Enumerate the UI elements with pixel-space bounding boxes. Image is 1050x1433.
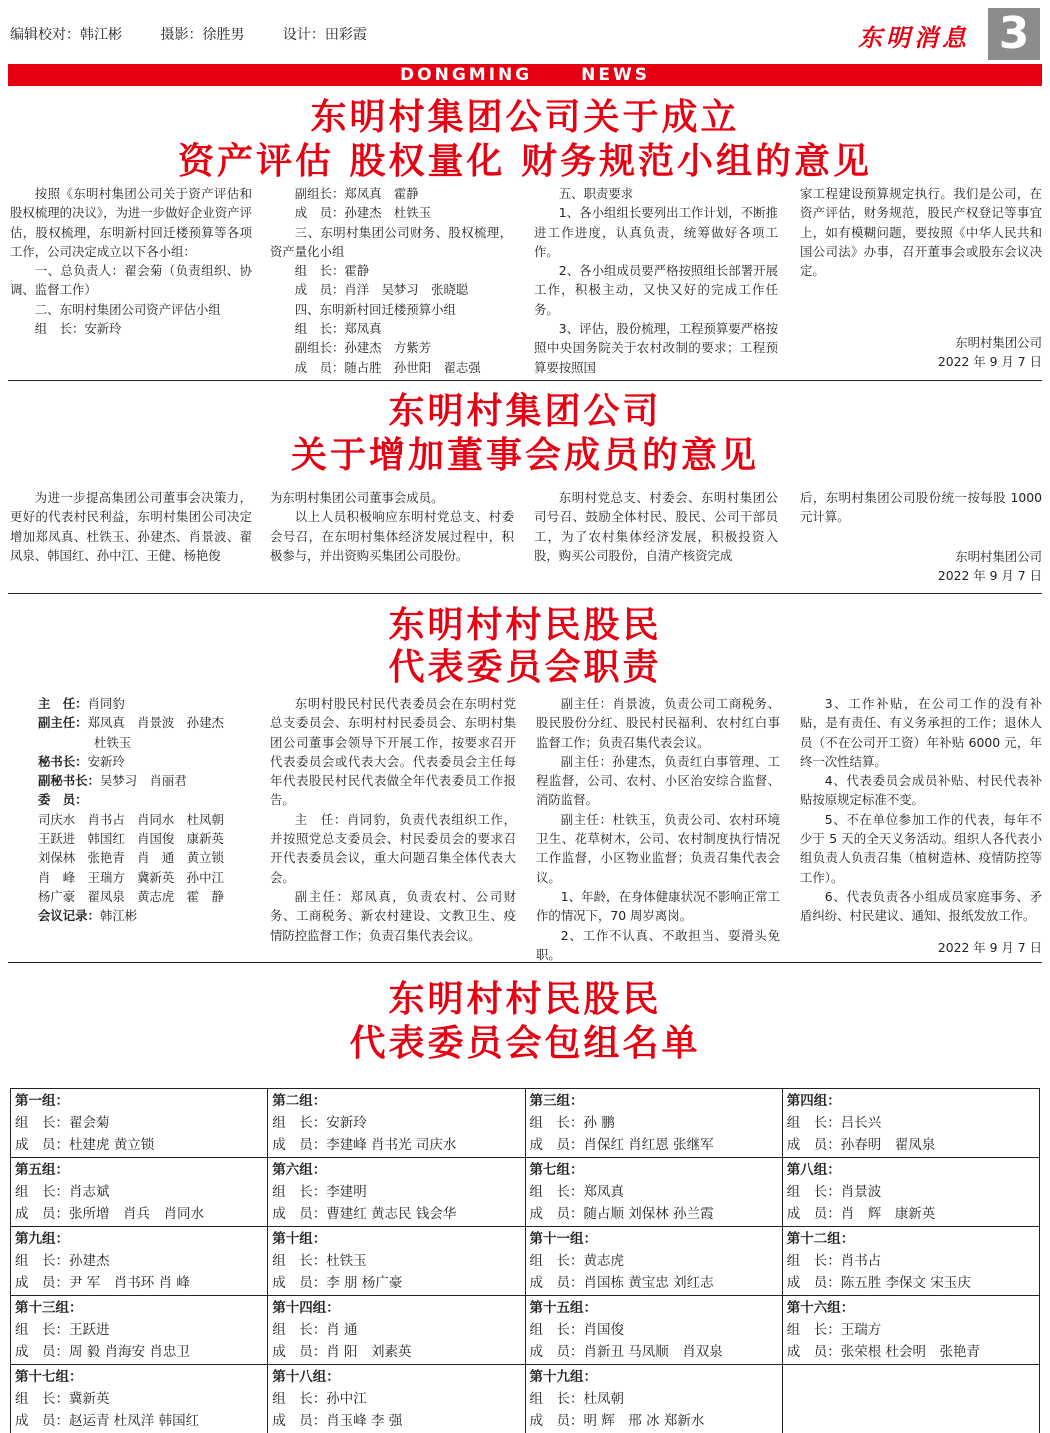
article2-title-line2: 关于增加董事会成员的意见	[290, 435, 759, 476]
member-label: 成 员：	[272, 1413, 327, 1429]
vice-chair-names: 郑凤真 肖景波 孙建杰	[87, 715, 224, 731]
group-leader: 李建明	[326, 1184, 367, 1200]
group-name: 第十八组：	[272, 1369, 340, 1385]
leader-label: 组 长：	[786, 1253, 841, 1269]
group-name: 第八组：	[786, 1162, 841, 1178]
group-cell	[525, 1365, 782, 1433]
leader-label: 组 长：	[272, 1322, 327, 1338]
article3-title-line1: 东明村村民股民	[388, 605, 662, 646]
paragraph: 副主任：肖景波，负责公司工商税务、股民股份分红、股民村民福利、农村红白事监督工作；负责召集代表会议。	[536, 696, 780, 750]
paragraph: 三、东明村集团公司财务、股权梳理，资产量化小组	[270, 224, 512, 259]
group-members: 周 毅 肖海安 肖忠卫	[69, 1344, 190, 1360]
group-leader: 杜铁玉	[326, 1253, 367, 1269]
group-members-line	[787, 1341, 1035, 1363]
group-leader: 王跃进	[69, 1322, 110, 1338]
group-leader-line	[530, 1388, 778, 1410]
group-leader-line	[15, 1319, 263, 1341]
signature: 东明村集团公司	[955, 335, 1042, 350]
vice-chair-label: 副主任：	[38, 715, 88, 731]
group-members: 肖玉峰 李 强	[326, 1413, 403, 1429]
signature: 东明村集团公司	[955, 549, 1042, 564]
editor-credit: 编辑校对：韩江彬	[10, 27, 122, 43]
member-label: 成 员：	[786, 1275, 841, 1291]
credits-line	[10, 24, 401, 44]
group-roster-table	[10, 1088, 1040, 1433]
article2-signature-block	[800, 547, 1042, 586]
member-label: 成 员：	[786, 1344, 841, 1360]
group-cell	[268, 1296, 525, 1365]
member-label: 成 员：	[529, 1413, 584, 1429]
article3-title-line2: 代表委员会职责	[388, 647, 662, 688]
article3-column-3	[536, 694, 780, 964]
group-leader: 王瑞方	[840, 1322, 882, 1338]
group-leader-line	[272, 1181, 520, 1203]
group-leader: 肖书占	[840, 1253, 882, 1269]
group-leader-line	[530, 1181, 778, 1203]
group-members: 杜建虎 黄立锁	[69, 1137, 155, 1153]
group-leader: 冀新英	[69, 1391, 110, 1407]
brand-title: 东明消息	[858, 23, 970, 52]
paragraph: 后，东明村集团公司股份统一按每股 1000 元计算。	[800, 490, 1042, 525]
member-row: 司庆水 肖书占 肖同水 杜凤朝	[38, 811, 224, 827]
member-label: 成 员：	[272, 1344, 327, 1360]
group-members-line	[787, 1203, 1035, 1225]
paragraph: 东明村股民村民代表委员会在东明村党总支委员会、东明村村民委员会、东明村集团公司董事会领导下开展工作，按要求召开代表委员会或代表大会。代表委员会主任每年代表股民村民代表做全年代表委员工作报告。	[270, 696, 516, 808]
group-cell	[268, 1227, 525, 1296]
group-leader-line	[15, 1181, 263, 1203]
chair-name: 肖同豹	[87, 696, 125, 711]
paragraph: 组 长：郑凤真	[294, 321, 382, 337]
group-members-line	[272, 1410, 520, 1432]
leader-label: 组 长：	[15, 1184, 69, 1200]
page-number: 3	[988, 8, 1040, 60]
group-leader: 肖 通	[326, 1322, 358, 1338]
member-label: 成 员：	[15, 1275, 69, 1291]
group-name: 第六组：	[272, 1162, 327, 1178]
article4-title-line2: 代表委员会包组名单	[349, 1023, 701, 1064]
article1-column-3	[534, 184, 778, 377]
group-cell	[782, 1296, 1039, 1365]
group-leader: 孙中江	[326, 1391, 367, 1407]
member-label: 成 员：	[272, 1275, 327, 1291]
group-name: 第十七组：	[15, 1369, 83, 1385]
group-members-line	[787, 1134, 1035, 1156]
group-leader-line	[272, 1319, 520, 1341]
article2-column-2	[270, 488, 514, 565]
group-name: 第十六组：	[786, 1300, 855, 1316]
paragraph: 以上人员积极响应东明村党总支、村委会号召，在东明村集体经济发展过程中，积极参与，并出资购买集团公司股份。	[270, 509, 514, 563]
divider	[8, 962, 1042, 963]
group-cell	[11, 1365, 268, 1433]
deputy-secretary-names: 吴梦习 肖丽君	[99, 773, 187, 789]
paragraph: 1、各小组组长要列出工作计划，不断推进工作进度，认真负责，统筹做好各项工作。	[534, 205, 778, 259]
member-label: 成 员：	[529, 1137, 584, 1153]
article2-column-3	[534, 488, 778, 565]
table-row	[11, 1227, 1040, 1296]
group-members: 孙春明 翟凤泉	[840, 1137, 936, 1153]
paragraph: 3、工作补贴，在公司工作的没有补贴，是有责任、有义务承担的工作；退休人员（不在公司开工资）年补贴 6000 元，年终一次性结算。	[800, 696, 1042, 769]
paragraph: 成 员：随占胜 孙世阳 翟志强	[294, 359, 481, 375]
paragraph: 一、总负责人：翟会菊（负责组织、协调、监督工作）	[10, 263, 252, 298]
leader-label: 组 长：	[15, 1115, 69, 1131]
group-name: 第二组：	[272, 1093, 327, 1109]
member-row: 刘保林 张艳青 肖 通 黄立锁	[38, 850, 224, 866]
group-members-line	[530, 1341, 778, 1363]
group-members-line	[530, 1203, 778, 1225]
group-members-line	[272, 1134, 520, 1156]
group-leader: 安新玲	[326, 1115, 367, 1131]
paragraph: 二、东明村集团公司资产评估小组	[34, 301, 221, 317]
article2-column-4	[800, 488, 1042, 527]
group-leader-line	[787, 1181, 1035, 1203]
table-row	[11, 1296, 1040, 1365]
vice-chair-names-cont: 杜铁玉	[94, 734, 132, 750]
group-cell	[525, 1296, 782, 1365]
recorder-label: 会议记录：	[38, 908, 100, 924]
group-leader: 孙 鹏	[583, 1115, 615, 1131]
member-label: 成 员：	[529, 1344, 584, 1360]
table-row	[11, 1158, 1040, 1227]
group-members: 李 朋 杨广豪	[326, 1275, 403, 1291]
member-label: 成 员：	[15, 1137, 69, 1153]
group-name: 第三组：	[529, 1093, 584, 1109]
leader-label: 组 长：	[529, 1322, 584, 1338]
group-name: 第十一组：	[529, 1231, 597, 1247]
group-leader-line	[15, 1388, 263, 1410]
group-members: 赵运青 杜凤洋 韩国红	[69, 1413, 200, 1429]
group-leader: 肖志斌	[69, 1184, 110, 1200]
group-cell	[268, 1365, 525, 1433]
member-label: 成 员：	[786, 1137, 841, 1153]
group-members: 曹建红 黄志民 钱会华	[326, 1206, 457, 1222]
group-name: 第十九组：	[529, 1369, 597, 1385]
article1-column-4	[800, 184, 1042, 280]
group-cell	[268, 1089, 525, 1158]
member-row: 杨广豪 翟凤泉 黄志虎 霍 静	[38, 888, 224, 904]
leader-label: 组 长：	[529, 1391, 584, 1407]
paragraph: 1、年龄，在身体健康状况不影响正常工作的情况下，70 周岁离岗。	[536, 888, 780, 924]
member-label: 成 员：	[15, 1206, 69, 1222]
group-members: 张荣根 杜会明 张艳青	[840, 1344, 981, 1360]
paragraph: 副主任：杜铁玉，负责公司、农村环境卫生、花草树木，公司、农村制度执行情况工作监督，小区物业监督；负责召集代表会议。	[536, 811, 780, 885]
leader-label: 组 长：	[786, 1115, 841, 1131]
leader-label: 组 长：	[272, 1391, 327, 1407]
leader-label: 组 长：	[15, 1253, 69, 1269]
group-leader-line	[787, 1112, 1035, 1134]
group-leader: 杜凤朝	[583, 1391, 624, 1407]
member-label: 成 员：	[529, 1275, 584, 1291]
paragraph: 按照《东明村集团公司关于资产评估和股权梳理的决议》，为进一步做好企业资产评估，股权梳理，东明新村回迁楼预算等各项工作，公司决定成立以下各小组：	[10, 186, 252, 259]
paragraph: 6、代表负责各小组成员家庭事务、矛盾纠纷、村民建议、通知、报纸发放工作。	[800, 888, 1042, 924]
group-members: 肖国栋 黄宝忠 刘红志	[583, 1275, 714, 1291]
group-name: 第十五组：	[529, 1300, 597, 1316]
group-members: 随占顺 刘保林 孙兰霞	[583, 1206, 714, 1222]
group-cell	[11, 1296, 268, 1365]
group-cell	[525, 1227, 782, 1296]
members-label: 委 员：	[38, 792, 88, 808]
group-leader-line	[15, 1112, 263, 1134]
paragraph: 四、东明新村回迁楼预算小组	[294, 301, 456, 317]
paragraph: 主 任：肖同豹，负责代表组织工作，并按照党总支委员会、村民委员会的要求召开代表委员会议，重大问题召集全体代表大会。	[270, 811, 516, 885]
group-name: 第十四组：	[272, 1300, 340, 1316]
group-name: 第十组：	[272, 1231, 327, 1247]
group-members-line	[15, 1134, 263, 1156]
member-label: 成 员：	[786, 1206, 841, 1222]
group-name: 第七组：	[529, 1162, 584, 1178]
group-leader: 翟会菊	[69, 1115, 110, 1131]
group-members-line	[530, 1134, 778, 1156]
divider	[8, 593, 1042, 594]
leader-label: 组 长：	[529, 1184, 584, 1200]
article1-title-line2: 资产评估 股权量化 财务规范小组的意见	[177, 141, 873, 182]
group-members: 张所增 肖兵 肖同水	[69, 1206, 204, 1222]
committee-roster	[38, 694, 258, 926]
paragraph: 成 员：孙建杰 杜铁玉	[294, 205, 432, 221]
group-members-line	[530, 1272, 778, 1294]
paragraph: 东明村党总支、村委会、东明村集团公司号召、鼓励全体村民、股民、公司干部员工，为了农村集体经济发展，积极投资入股，购买公司股份，自清产核资完成	[534, 490, 778, 563]
chair-label: 主 任：	[38, 696, 88, 711]
member-label: 成 员：	[272, 1206, 327, 1222]
photo-credit: 摄影：徐胜男	[160, 27, 245, 43]
group-name: 第五组：	[15, 1162, 69, 1178]
group-leader: 吕长兴	[840, 1115, 882, 1131]
group-cell	[782, 1089, 1039, 1158]
group-cell	[11, 1227, 268, 1296]
table-row	[11, 1365, 1040, 1433]
article1-signature-block	[800, 333, 1042, 372]
design-credit: 设计：田彩霞	[282, 27, 367, 43]
group-members-line	[15, 1272, 263, 1294]
paragraph: 2、工作不认真、不敢担当、耍滑头免职。	[536, 927, 780, 962]
group-name: 第十二组：	[786, 1231, 855, 1247]
leader-label: 组 长：	[529, 1253, 584, 1269]
leader-label: 组 长：	[786, 1184, 841, 1200]
member-row: 王跃进 韩国红 肖国俊 康新英	[38, 831, 224, 847]
group-name: 第九组：	[15, 1231, 69, 1247]
paragraph: 五、职责要求	[558, 186, 634, 201]
group-members-line	[15, 1203, 263, 1225]
member-label: 成 员：	[529, 1206, 584, 1222]
group-cell	[268, 1158, 525, 1227]
leader-label: 组 长：	[15, 1322, 69, 1338]
group-members: 肖 阳 刘素英	[326, 1344, 412, 1360]
article3-date: 2022 年 9 月 7 日	[937, 940, 1042, 955]
group-cell	[11, 1158, 268, 1227]
member-label: 成 员：	[272, 1137, 327, 1153]
group-members-line	[272, 1272, 520, 1294]
group-cell	[782, 1158, 1039, 1227]
group-leader: 肖国俊	[583, 1322, 624, 1338]
divider	[8, 380, 1042, 381]
member-label: 成 员：	[15, 1413, 69, 1429]
paragraph: 副组长：郑凤真 霍静	[294, 186, 419, 201]
group-name: 第一组：	[15, 1093, 69, 1109]
leader-label: 组 长：	[272, 1184, 327, 1200]
group-members-line	[787, 1272, 1035, 1294]
secretary-label: 秘书长：	[38, 753, 88, 769]
article3-column-2	[270, 694, 516, 945]
paragraph: 4、代表委员会成员补贴、村民代表补贴按原规定标准不变。	[800, 773, 1042, 808]
leader-label: 组 长：	[272, 1115, 327, 1131]
recorder-name: 韩江彬	[99, 908, 138, 924]
paragraph: 5、不在单位参加工作的代表，每年不少于 5 天的全天义务活动。组织人各代表小组负责人负责召集（植树造林、疫情防控等工作）。	[800, 811, 1042, 885]
deputy-secretary-label: 副秘书长：	[38, 773, 100, 789]
group-leader-line	[272, 1250, 520, 1272]
paragraph: 副主任：郑凤真，负责农村、公司财务、工商税务、新农村建设、文教卫生、疫情防控监督工作；负责召集代表会议。	[270, 888, 516, 943]
paragraph: 组 长：霍静	[294, 263, 370, 279]
group-leader: 孙建杰	[69, 1253, 110, 1269]
group-members-line	[15, 1410, 263, 1432]
group-members: 明 辉 邢 冰 郑新水	[583, 1413, 705, 1429]
group-name: 第十三组：	[15, 1300, 83, 1316]
group-members: 肖新丑 马凤顺 肖双泉	[583, 1344, 723, 1360]
article2-column-1	[10, 488, 252, 565]
group-cell	[525, 1158, 782, 1227]
group-cell	[11, 1089, 268, 1158]
group-name: 第四组：	[786, 1093, 841, 1109]
group-members-line	[530, 1410, 778, 1432]
group-members: 肖 辉 康新英	[840, 1206, 936, 1222]
article1-column-1	[10, 184, 252, 338]
leader-label: 组 长：	[529, 1115, 584, 1131]
group-leader: 郑凤真	[583, 1184, 624, 1200]
paragraph: 3、评估，股份梳理，工程预算要严格按照中央国务院关于农村改制的要求；工程预算要按照国	[534, 321, 778, 375]
paragraph: 副主任：孙建杰，负责红白事管理、工程监督，公司、农村、小区治安综合监督、消防监督。	[536, 753, 780, 808]
paragraph: 成 员：肖洋 吴梦习 张晓聪	[294, 282, 469, 298]
group-leader-line	[787, 1250, 1035, 1272]
article1-title-line1: 东明村集团公司关于成立	[310, 97, 740, 138]
paragraph: 为进一步提高集团公司董事会决策力，更好的代表村民利益，东明村集团公司决定增加郑凤真、杜铁玉、孙建杰、肖景波、翟凤泉、韩国红、孙中江、王健、杨艳俊	[10, 490, 252, 563]
article1-column-2	[270, 184, 512, 377]
paragraph: 副组长：孙建杰 方紫芳	[294, 340, 432, 356]
group-members: 陈五胜 李保文 宋玉庆	[840, 1275, 971, 1291]
leader-label: 组 长：	[272, 1253, 327, 1269]
group-leader-line	[530, 1319, 778, 1341]
group-leader: 黄志虎	[583, 1253, 624, 1269]
leader-label: 组 长：	[786, 1322, 841, 1338]
group-leader: 肖景波	[840, 1184, 882, 1200]
group-members: 尹 军 肖书环 肖 峰	[69, 1275, 190, 1291]
group-cell	[525, 1089, 782, 1158]
group-members: 李建峰 肖书光 司庆水	[326, 1137, 457, 1153]
paragraph: 家工程建设预算规定执行。我们是公司，在资产评估，财务规范，股民产权登记等事宜上，如有模糊问题，要按照《中华人民共和国公司法》办事，召开董事会或股东会议决定。	[800, 186, 1042, 279]
date: 2022 年 9 月 7 日	[937, 568, 1042, 584]
group-leader-line	[787, 1319, 1035, 1341]
news-banner: DONGMING NEWS	[8, 64, 1042, 86]
article3-column-4	[800, 694, 1042, 926]
paragraph: 组 长：安新玲	[34, 321, 122, 337]
group-leader-line	[15, 1250, 263, 1272]
leader-label: 组 长：	[15, 1391, 69, 1407]
paragraph: 为东明村集团公司董事会成员。	[270, 490, 444, 505]
article4-title-line1: 东明村村民股民	[388, 979, 662, 1020]
group-members: 肖保红 肖红恩 张继军	[583, 1137, 714, 1153]
article2-title-line1: 东明村集团公司	[388, 391, 662, 432]
date: 2022 年 9 月 7 日	[937, 354, 1042, 370]
group-leader-line	[272, 1112, 520, 1134]
group-members-line	[272, 1341, 520, 1363]
member-label: 成 员：	[15, 1344, 69, 1360]
table-row	[11, 1089, 1040, 1158]
secretary-name: 安新玲	[87, 753, 125, 769]
paragraph: 2、各小组成员要严格按照组长部署开展工作，积极主动，又快又好的完成工作任务。	[534, 263, 778, 317]
group-leader-line	[530, 1112, 778, 1134]
group-leader-line	[530, 1250, 778, 1272]
group-members-line	[15, 1341, 263, 1363]
member-row: 肖 峰 王瑞方 冀新英 孙中江	[38, 869, 224, 885]
group-leader-line	[272, 1388, 520, 1410]
group-members-line	[272, 1203, 520, 1225]
empty-cell	[782, 1365, 1039, 1433]
group-cell	[782, 1227, 1039, 1296]
